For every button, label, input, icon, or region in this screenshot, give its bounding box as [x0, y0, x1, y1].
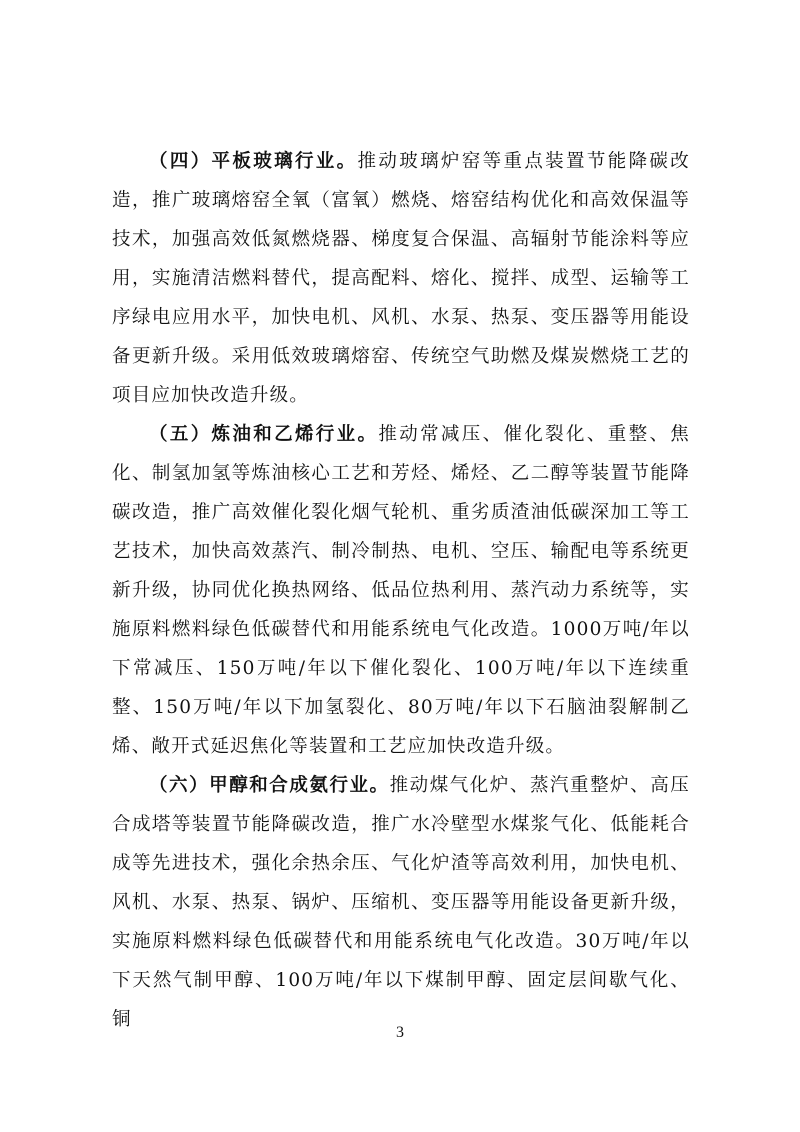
paragraph-methanol-ammonia: [112, 766, 690, 1039]
paragraph-text: 推动煤气化炉、蒸汽重整炉、高压合成塔等装置节能降碳改造，推广水冷壁型水煤浆气化、低能耗合成等先进技术，强化余热余压、气化炉渣等高效利用，加快电机、风机、水泵、热泵、锅炉、压缩机、变压器等用能设备更新升级，实施原料燃料绿色低碳替代和用能系统电气化改造。30万吨/年以下天然气制甲醇、100万吨/年以下煤制甲醇、固定层间歇气化、铜: [112, 775, 690, 1030]
document-body: [112, 142, 690, 1039]
paragraph-refining-ethylene: [112, 415, 690, 766]
page-number: 3: [396, 1024, 404, 1041]
paragraph-flat-glass: [112, 142, 690, 415]
paragraph-text: 推动常减压、催化裂化、重整、焦化、制氢加氢等炼油核心工艺和芳烃、烯烃、乙二醇等装置节能降碳改造，推广高效催化裂化烟气轮机、重劣质渣油低碳深加工等工艺技术，加快高效蒸汽、制冷制热、电机、空压、输配电等系统更新升级，协同优化换热网络、低品位热利用、蒸汽动力系统等，实施原料燃料绿色低碳替代和用能系统电气化改造。1000万吨/年以下常减压、150万吨/年以下催化裂化、100万吨/年以下连续重整、150万吨/年以下加氢裂化、80万吨/年以下石脑油裂解制乙烯、敞开式延迟焦化等装置和工艺应加快改造升级。: [112, 424, 690, 757]
section-heading-6: （六）甲醇和合成氨行业。: [149, 775, 390, 796]
section-heading-4: （四）平板玻璃行业。: [149, 151, 358, 172]
section-heading-5: （五）炼油和乙烯行业。: [149, 424, 379, 445]
paragraph-text: 推动玻璃炉窑等重点装置节能降碳改造，推广玻璃熔窑全氧（富氧）燃烧、熔窑结构优化和高效保温等技术，加强高效低氮燃烧器、梯度复合保温、高辐射节能涂料等应用，实施清洁燃料替代，提高配料、熔化、搅拌、成型、运输等工序绿电应用水平，加快电机、风机、水泵、热泵、变压器等用能设备更新升级。采用低效玻璃熔窑、传统空气助燃及煤炭燃烧工艺的项目应加快改造升级。: [112, 151, 690, 406]
